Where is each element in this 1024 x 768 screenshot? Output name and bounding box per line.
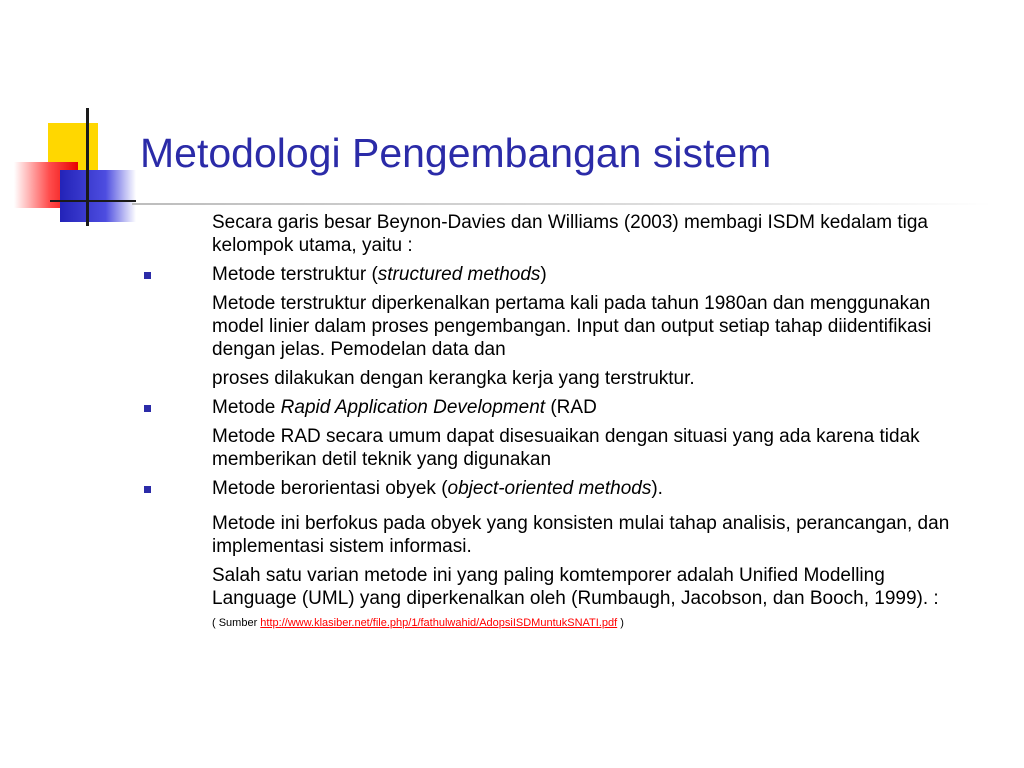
method-name: Rapid Application Development xyxy=(280,397,546,418)
bullet-icon xyxy=(144,405,151,412)
horizontal-line xyxy=(50,200,136,202)
method-description: proses dilakukan dengan kerangka kerja yang terstruktur. xyxy=(212,368,695,389)
bullet-icon xyxy=(144,486,151,493)
slide-body xyxy=(0,211,1024,636)
method-name: structured methods xyxy=(377,264,541,285)
title-underline xyxy=(132,203,992,205)
method-suffix: (RAD xyxy=(545,397,597,418)
method-description: Metode RAD secara umum dapat disesuaikan dengan situasi yang ada karena tidak memberikan detil teknik yang digunakan xyxy=(212,426,920,470)
method-name: object-oriented methods xyxy=(447,478,652,499)
method-prefix: Metode berorientasi obyek ( xyxy=(212,478,448,499)
vertical-line xyxy=(86,108,89,226)
method-suffix: ). xyxy=(651,478,663,499)
method-description: Salah satu varian metode ini yang paling komtemporer adalah Unified Modelling Language (UML) yang diperkenalkan oleh (Rumbaugh, Jacobson, dan Booch, 1999). : xyxy=(212,565,939,609)
method-prefix: Metode terstruktur ( xyxy=(212,264,378,285)
method-heading-structured xyxy=(212,263,972,286)
source-link[interactable]: http://www.klasiber.net/file.php/1/fathulwahid/AdopsiISDMuntukSNATI.pdf xyxy=(260,617,618,629)
source-prefix: ( Sumber xyxy=(212,617,261,629)
decorative-squares xyxy=(0,0,140,240)
intro-paragraph: Secara garis besar Beynon-Davies dan Williams (2003) membagi ISDM kedalam tiga kelompok utama, yaitu : xyxy=(212,212,928,256)
method-suffix: ) xyxy=(540,264,547,285)
slide-title: Metodologi Pengembangan sistem xyxy=(140,130,772,176)
bullet-icon xyxy=(144,272,151,279)
source-suffix: ) xyxy=(617,617,624,629)
method-prefix: Metode xyxy=(212,397,281,418)
method-description: Metode ini berfokus pada obyek yang konsisten mulai tahap analisis, perancangan, dan implementasi sistem informasi. xyxy=(212,513,950,557)
method-description: Metode terstruktur diperkenalkan pertama kali pada tahun 1980an dan menggunakan model linier dalam proses pengembangan. Input dan output setiap tahap diidentifikasi dengan jelas. Pemodelan data dan xyxy=(212,293,932,360)
method-heading-object-oriented xyxy=(212,477,972,500)
source-citation xyxy=(212,616,972,630)
method-heading-rad xyxy=(212,396,972,419)
